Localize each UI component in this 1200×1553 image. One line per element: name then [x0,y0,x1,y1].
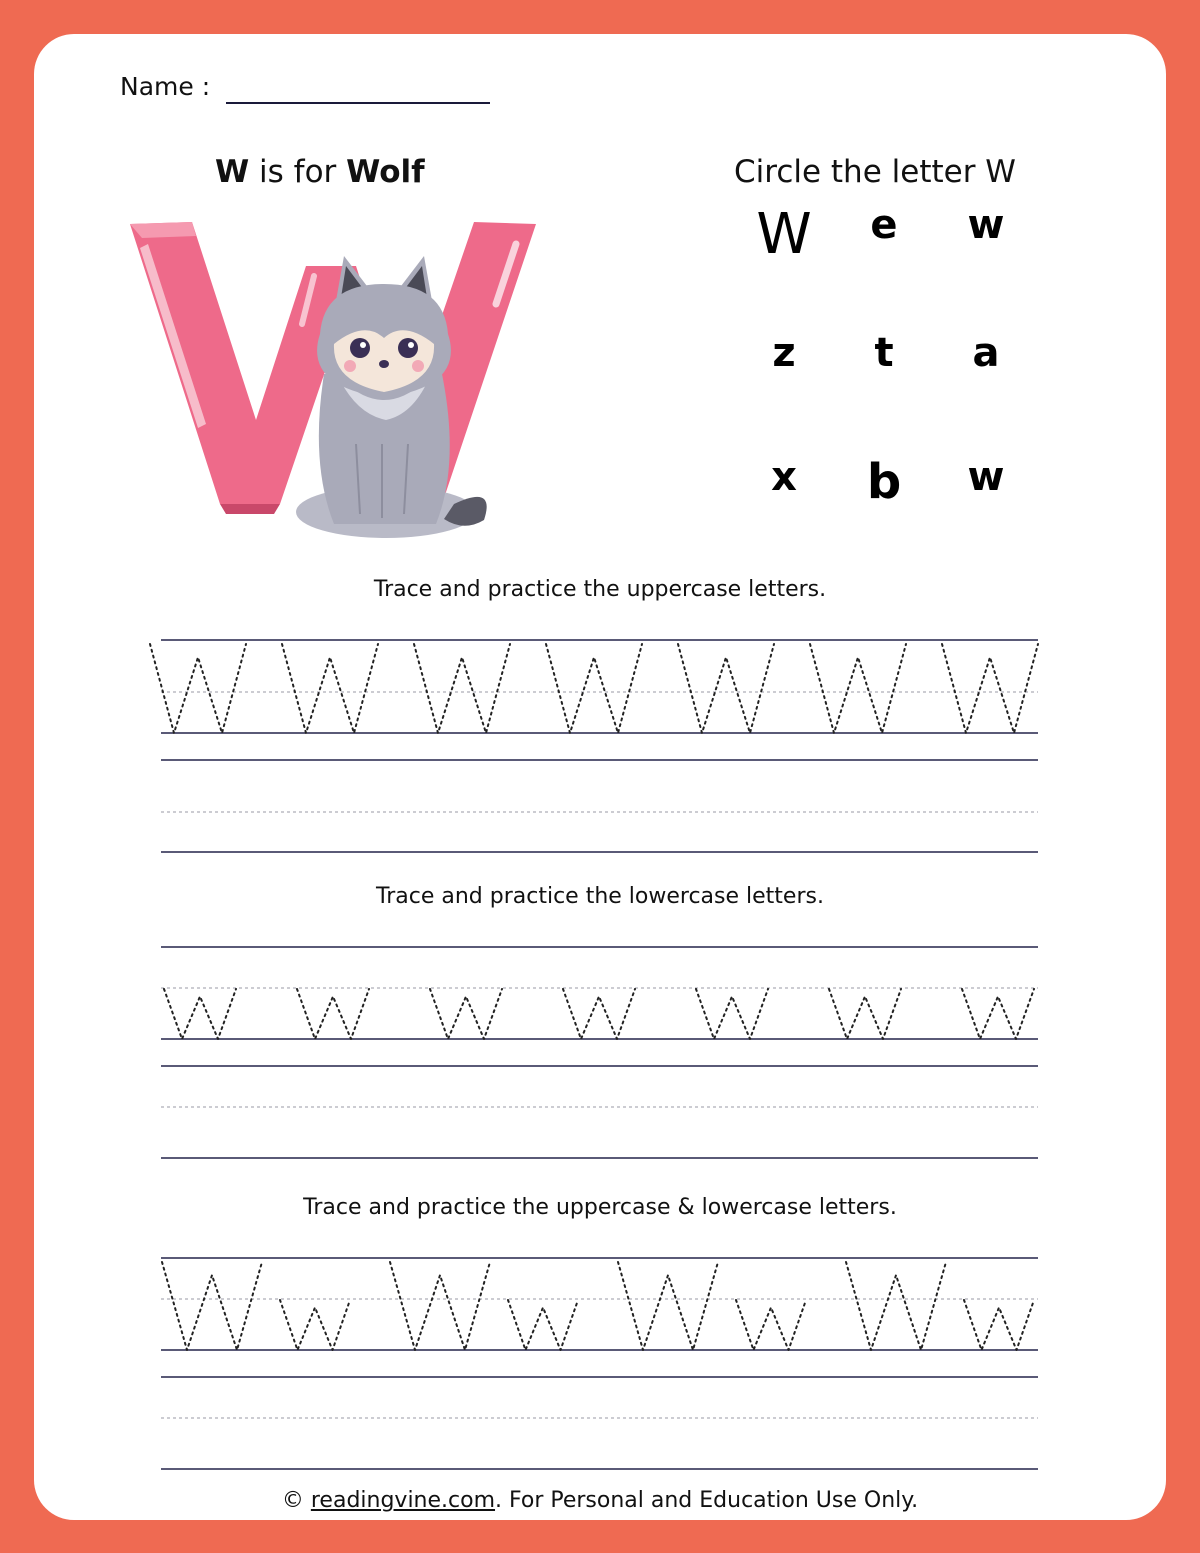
trace-uppercase-w-1 [150,644,246,733]
heading-mid: is for [249,154,347,190]
circle-letter-7[interactable]: x [771,454,797,500]
instruction-uppercase: Trace and practice the uppercase letters. [373,577,827,602]
circle-letter-3[interactable]: w [967,202,1005,248]
circle-heading: Circle the letter W [734,154,1016,190]
trace-mixed-upper-w-3 [618,1262,718,1350]
trace-lowercase-w-6 [829,989,901,1039]
trace-uppercase-w-2 [282,644,378,733]
name-label: Name : [120,72,211,101]
trace-lowercase-w-5 [696,989,768,1039]
trace-uppercase-w-7 [942,644,1038,733]
heading-word: Wolf [346,154,425,190]
copyright-footer [34,1488,1166,1513]
circle-letter-5[interactable]: t [874,330,894,376]
circle-letter-6[interactable]: a [972,330,1000,376]
trace-uppercase-w-4 [546,644,642,733]
trace-lowercase-w-3 [430,989,502,1039]
readingvine-link[interactable]: readingvine.com [310,1488,496,1513]
circle-letter-2[interactable]: e [870,202,898,248]
instruction-mixed: Trace and practice the uppercase & lowercase letters. [303,1195,897,1220]
trace-uppercase-w-5 [678,644,774,733]
trace-mixed-upper-w-4 [846,1262,946,1350]
trace-uppercase-w-6 [810,644,906,733]
trace-mixed-lower-w-3 [736,1300,806,1350]
trace-mixed-lower-w-1 [280,1300,350,1350]
trace-mixed-lower-w-4 [964,1300,1034,1350]
circle-letter-8[interactable]: b [866,454,902,510]
trace-lowercase-w-7 [962,989,1034,1039]
instruction-lowercase: Trace and practice the lowercase letters. [376,884,824,909]
trace-lowercase-w-2 [297,989,369,1039]
copyright-symbol: © [281,1488,311,1513]
circle-letter-9[interactable]: w [967,454,1005,500]
circle-letter-4[interactable]: z [772,330,796,376]
trace-mixed-upper-w-1 [162,1262,262,1350]
trace-mixed-lower-w-2 [508,1300,578,1350]
heading-letter: W [215,154,250,190]
trace-uppercase-w-3 [414,644,510,733]
worksheet-page [34,34,1166,1520]
trace-mixed-upper-w-2 [390,1262,490,1350]
footer-text: . For Personal and Education Use Only. [495,1488,919,1513]
trace-lowercase-w-4 [563,989,635,1039]
circle-letter-1[interactable]: W [756,202,812,267]
trace-lowercase-w-1 [164,989,236,1039]
tracing-area[interactable] [34,34,1166,1520]
